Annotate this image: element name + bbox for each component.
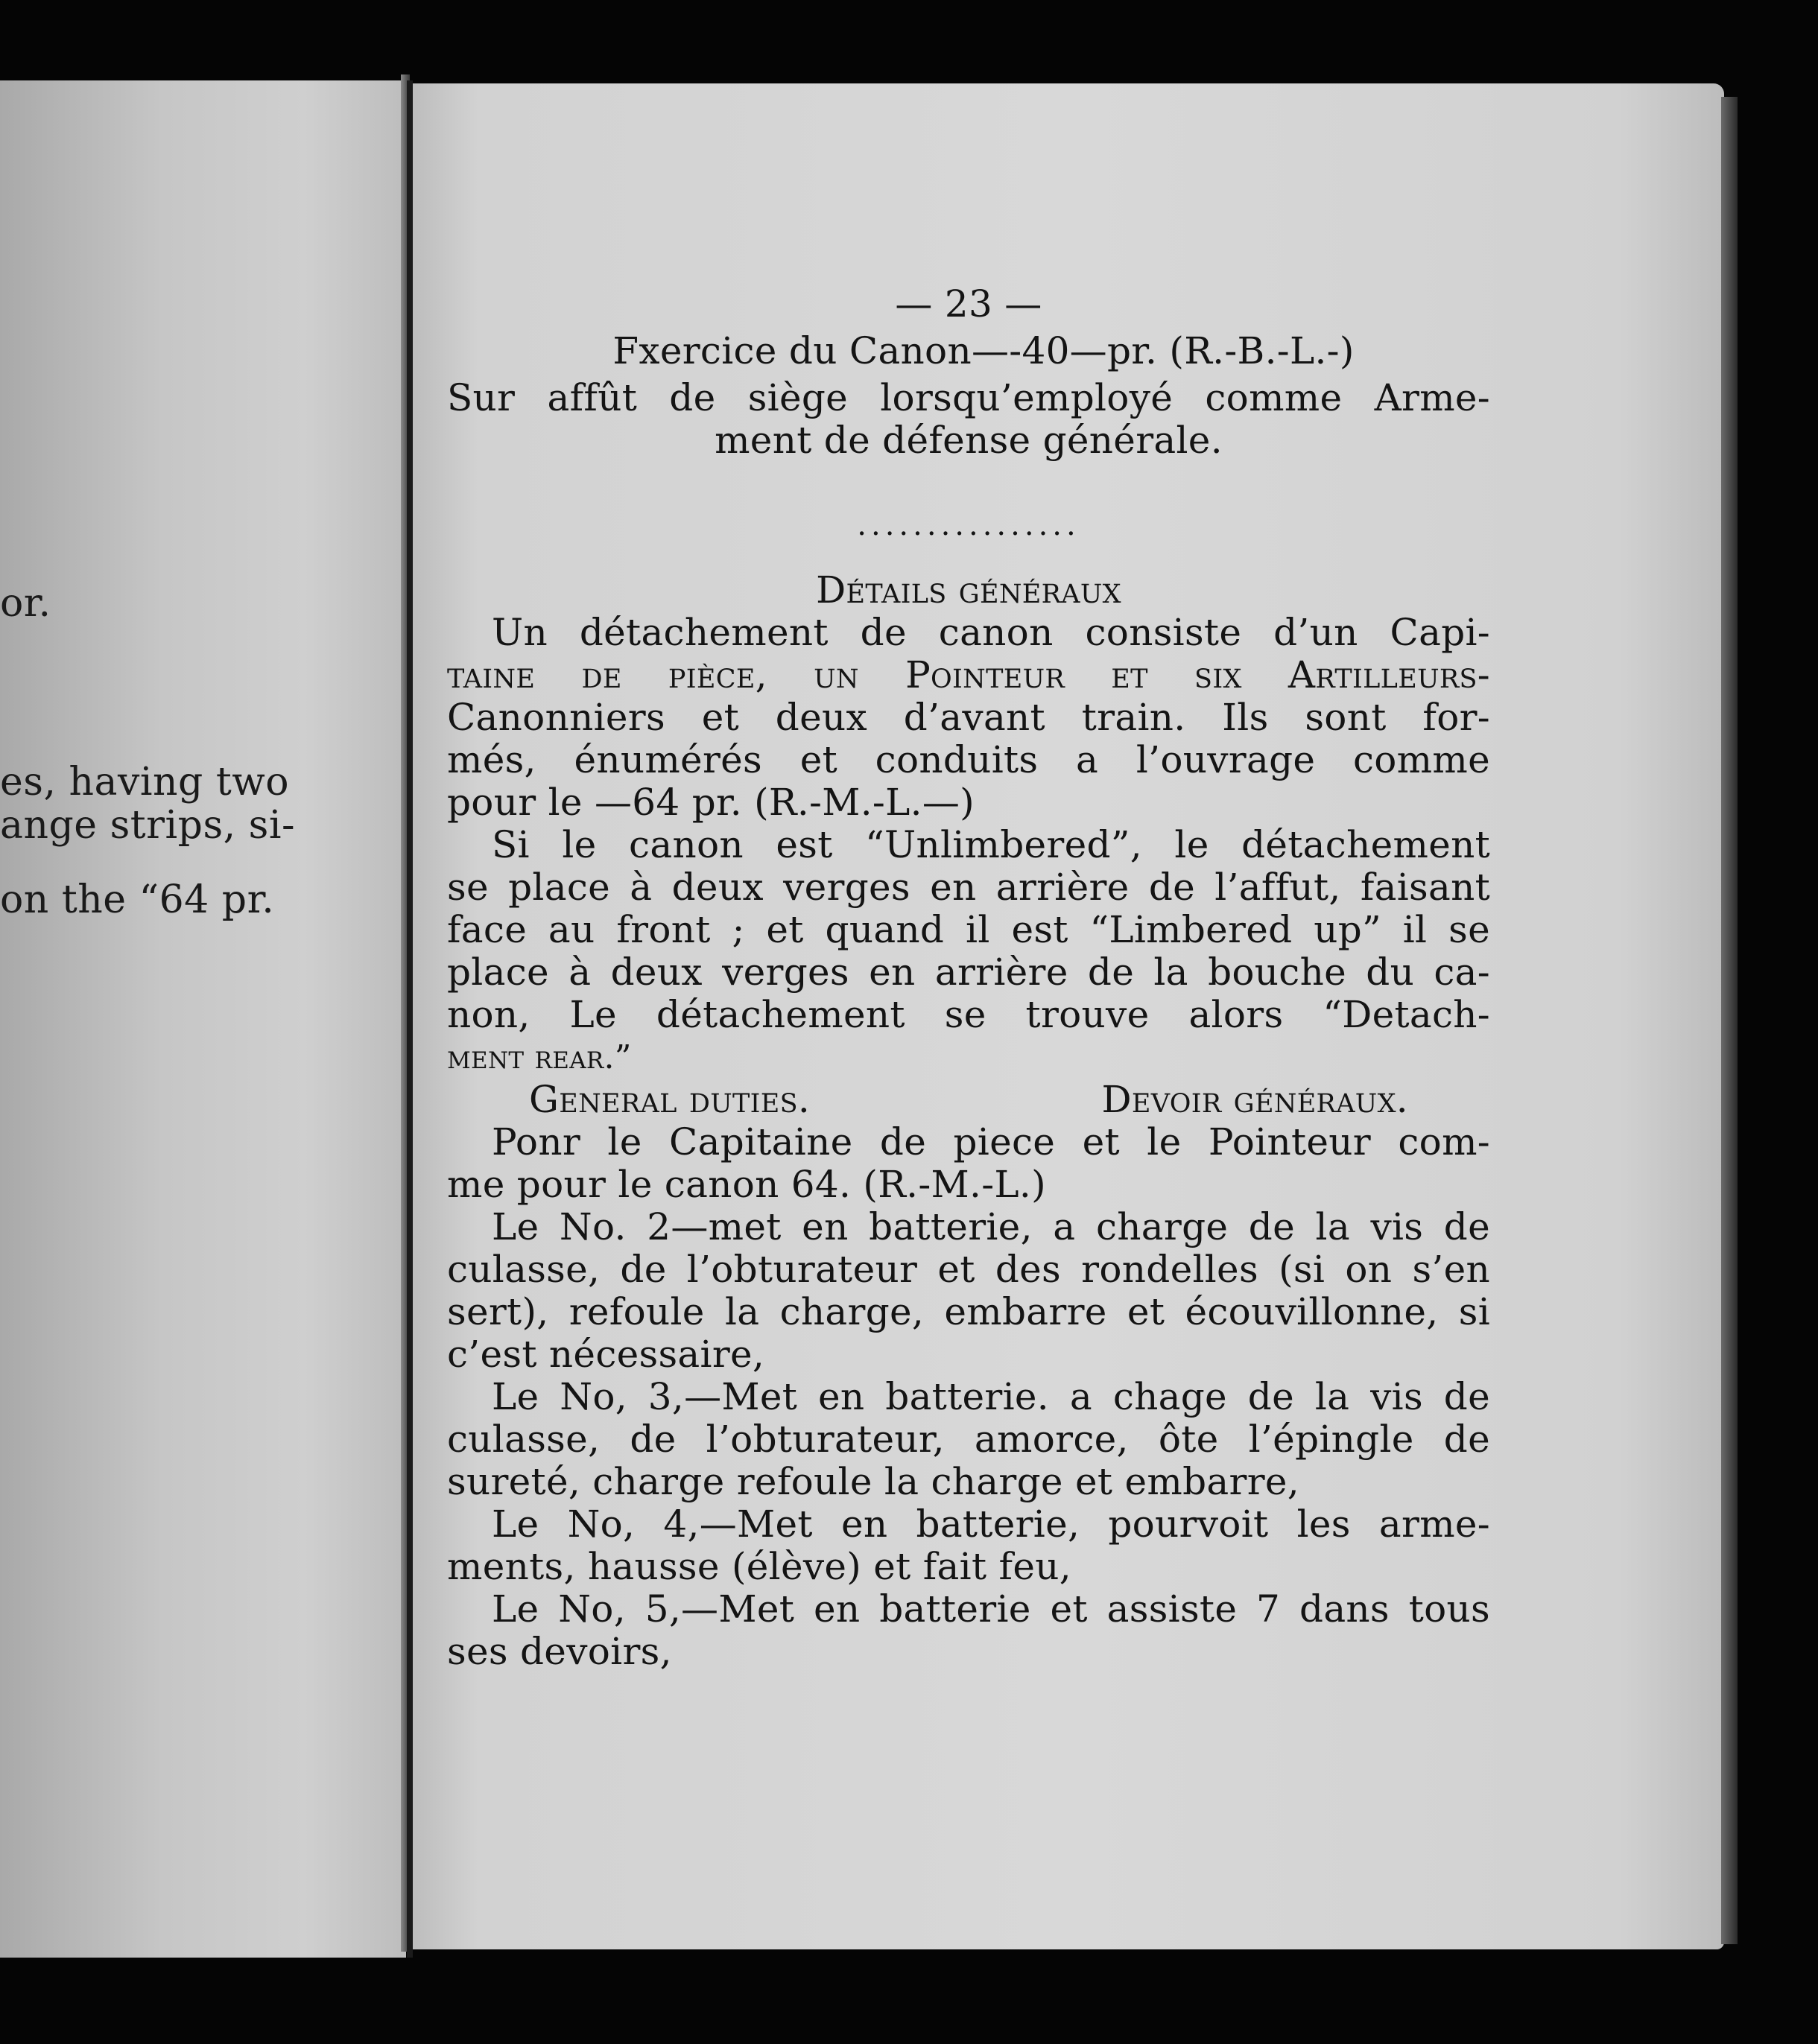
text-line: place à deux verges en arrière de la bouche du ca-: [447, 950, 1490, 994]
text-line: Le No, 4,—Met en batterie, pourvoit les arme-: [492, 1502, 1490, 1546]
duties-heading-french: Devoir généraux.: [1101, 1078, 1408, 1121]
text-line: me pour le canon 64. (R.-M.-L.): [447, 1163, 1046, 1206]
left-page-line: on the “64 pr.: [0, 877, 275, 922]
text-line: pour le —64 pr. (R.-M.-L.—): [447, 781, 975, 824]
text-line: sert), refoule la charge, embarre et écouvillonne, si: [447, 1290, 1490, 1333]
text-line: sureté, charge refoule la charge et embarre,: [447, 1460, 1299, 1503]
text-line: ses devoirs,: [447, 1630, 672, 1673]
page-title: Fxercice du Canon—-40—pr. (R.-B.-L.-): [612, 329, 1355, 372]
left-page: [0, 80, 406, 1958]
text-line: taine de pièce, un Pointeur et six Artilleurs-: [447, 653, 1490, 696]
text-line: face au front ; et quand il est “Limbered up” il se: [447, 908, 1490, 951]
text-line: Canonniers et deux d’avant train. Ils sont for-: [447, 696, 1490, 739]
spine-line: [407, 80, 413, 1958]
text-line: Un détachement de canon consiste d’un Capi-: [492, 611, 1490, 654]
text-line: culasse, de l’obturateur et des rondelles (si on s’en: [447, 1248, 1490, 1291]
text-line: non, Le détachement se trouve alors “Detach-: [447, 993, 1490, 1036]
left-page-line: es, having two: [0, 760, 290, 804]
page-number: — 23 —: [895, 282, 1042, 326]
section-heading: Détails généraux: [816, 568, 1121, 612]
text-line: Ponr le Capitaine de piece et le Pointeur com-: [492, 1120, 1490, 1164]
text-line: ment rear.”: [447, 1038, 632, 1076]
dotted-separator: ................: [857, 508, 1080, 542]
text-line: c’est nécessaire,: [447, 1333, 765, 1376]
duties-heading: [447, 1079, 1490, 1121]
text-line: Le No, 5,—Met en batterie et assiste 7 dans tous: [492, 1587, 1490, 1631]
text-line: Le No. 2—met en batterie, a charge de la vis de: [492, 1205, 1490, 1248]
page-edge: [1721, 97, 1738, 1944]
text-line: culasse, de l’obturateur, amorce, ôte l’épingle de: [447, 1418, 1490, 1461]
text-line: se place à deux verges en arrière de l’affut, faisant: [447, 866, 1490, 909]
text-line: més, énumérés et conduits a l’ouvrage comme: [447, 738, 1490, 781]
subtitle-line: ment de défense générale.: [715, 419, 1223, 462]
subtitle-line: Sur affût de siège lorsqu’employé comme Arme-: [447, 376, 1490, 419]
text-line: Si le canon est “Unlimbered”, le détachement: [492, 823, 1490, 866]
left-page-line: or.: [0, 581, 51, 626]
left-page-line: ange strips, si-: [0, 803, 296, 848]
text-line: ments, hausse (élève) et fait feu,: [447, 1545, 1071, 1588]
duties-heading-english: General duties.: [529, 1078, 811, 1121]
right-page-text: [447, 283, 1490, 1673]
text-line: Le No, 3,—Met en batterie. a chage de la vis de: [492, 1375, 1490, 1418]
